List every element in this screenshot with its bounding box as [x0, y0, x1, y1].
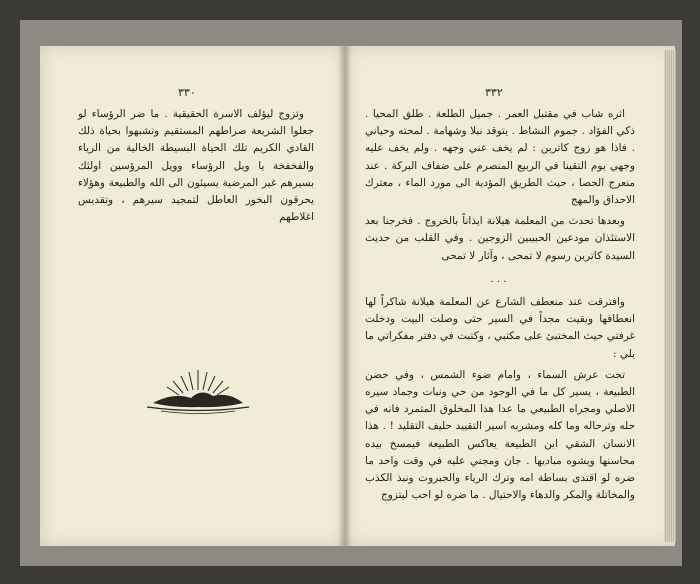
left-page — [40, 46, 345, 546]
open-book — [20, 20, 682, 566]
left-paragraph: وتزوج ليؤلف الاسرة الحقيقية . ما ضر الرؤساء لو جعلوا الشريعة صراطهم المستقيم وتشبهوا بحياة ذلك القادي الكريم تلك الحياة البسيطة الخالية من الرياء والفخفخة يا ويل الرؤساء وويل المرؤسين اولئك بسيرهم غير المرضية يسيئون الى الله والطبيعة وهؤلاء يحرقون البخور العاطل لتمجيد سيرهم ، وتقديس اغلاطهم — [78, 108, 314, 224]
page-edges — [664, 50, 676, 542]
right-paragraph-2: وبعدها تحدث من المعلمة هيلانة ايذاناً بالخروج . فخرجنا بعد الاستئذان مودعين الحبيبين الزوجين . وفي القلب من حديث السيدة كاترين رسوم لا تمحى ، وآثار لا تمحى — [365, 215, 635, 262]
left-page-number: ٣٣٠ — [178, 86, 196, 99]
right-paragraph-3: وافترقت عند منعطف الشارع عن المعلمة هيلانة شاكراً لها انعطافها وبقيت مجداً في السير حتى وصلت البيت ودخلت غرفتي حيث المختبئ على مكتبي ، وكتبت في دفتر مفكراتي ما يلي : — [365, 296, 635, 360]
right-page-text — [365, 106, 635, 508]
left-page-text — [78, 106, 314, 230]
right-page — [345, 46, 675, 546]
right-page-number: ٣٣٢ — [485, 86, 503, 99]
diary-quote: تحت عرش السماء ، وامام ضوء الشمس ، وفي حضن الطبيعة ، يسير كل ما في الوجود من حي ونبات وجماد سيره الاصلي ومجراه الطبيعي ما عدا هذا المخلوق المتمرد فانه في حله وترحاله وما كله ومشربه اسير التقييد حليف التقليد ! . هذا الانسان الشقي ابن الطبيعة يعاكس الطبيعة فيمسخ بيده محاسنها ويشوه مباديها . جان ومجني عليه في وقت واحد ما ضره لو اقتدى بساطة امه وترك الرياء والجبروت ونبذ الكذب والمخاتلة والمكر والدهاء والاحتيال . ما ضره لو احب ليتزوج — [365, 368, 635, 502]
section-separator: ... — [490, 272, 510, 285]
right-paragraph-1: اثره شاب في مقتبل العمر . جميل الطلعة . طلق المحيا . ذكي الفؤاد . جموم النشاط . يتوقد نبلا وشهامة . لمحته وحياني . فاذا هو زوج كاترين : لم يخف عني وجهه . ولم يخف عليه وجهي يوم التقينا في الربيع المنصرم على ضفاف البركة . عند منعرج الحصا ، حيث الطريق المؤدية الى مورد الماء ، معترك الاحداق والمهج — [365, 108, 635, 207]
book-gutter — [338, 46, 352, 546]
ornament-illustration — [143, 358, 253, 418]
